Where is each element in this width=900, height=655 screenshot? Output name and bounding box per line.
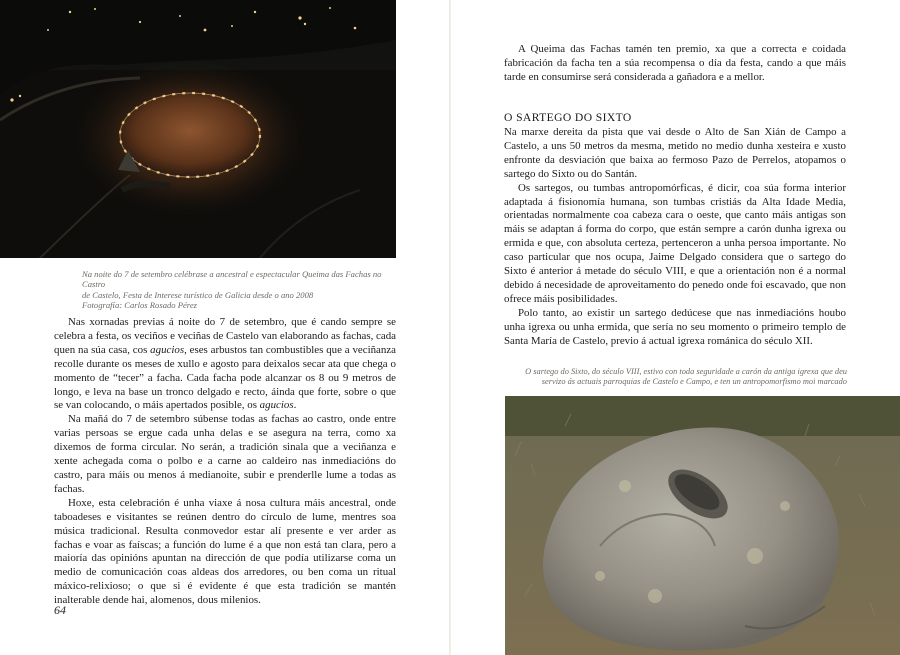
section-heading: O SARTEGO DO SIXTO [504,111,632,124]
body-paragraph: Na mañá do 7 de setembro súbense todas as fachas ao castro, onde entre varias persoas se ergue cada unha delas e se asegura na terra, como xa dixemos de forma circular. No serán, a tradición sinala que a veciñanza e xente achegada coma o polbo e a carne ao caldeiro nas inmediacións do castro, para máis ou menos á medianoite, subir e prenderlle lume a todas as fachas. [54,413,396,495]
left-page-body [54,316,396,608]
page-number: 64 [54,603,66,617]
body-paragraph: Polo tanto, ao existir un sartego dedúcese que nas inmediacións houbo unha igrexa ou unha ermida, que sería no seu momento o primeiro templo de Santa María de Castelo, previo á actual igrexa románica do século XII. [504,306,846,347]
body-paragraph: A Queima das Fachas tamén ten premio, xa que a correcta e coidada fabricación da facha ten a súa recompensa o día da festa, cando a que máis tarde en consumirse será considerada a gañadora e a mellor. [504,43,846,83]
night-fire-ring-illustration [0,0,396,258]
paragraph-text: . [293,399,297,412]
caption-line: servizo ás actuais parroquias de Castelo e Campo, e ten un antropomorfismo moi marcado [541,377,847,387]
body-paragraph: Hoxe, esta celebración é unha viaxe á nosa cultura máis ancestral, onde taboadeses e visitantes se reúnen dentro do círculo de lume, mentres soa música tradicional. Resulta conmovedor estar alí presente e ver arder as fachas e voar as faíscas; a función do lume é a que non está tan clara, pero a maioría das opinións apuntan na dirección de que podía utilizarse coma un medio de comunicación coas aldeas dos arredores, ou ben coma un ritual máxico-relixioso; o que si é evidente é que esta tradición se mantén inalterable dende hai, alomenos, dous milenios. [54,496,396,607]
paragraph-text: , eses arbustos tan combustibles que a veciñanza recolle durante os meses de xullo e agosto para deixalos secar ata que chega o momento de “tecer” a facha. Cada facha pode alcanzar os 8 ou 9 metros de longo, e leva na base un tronco delgado e recto, áinda que forte, sobre o que se van colocando, o máis apertados posible, os [54,343,397,412]
stone-photo-caption [505,367,847,388]
night-fire-ring-photo [0,0,396,258]
caption-line: Na noite do 7 de setembro celébrase a ancestral e espectacular Queima das Fachas no Castro [82,269,382,290]
paragraph-text: Nas xornadas previas á noite do 7 de setembro, que é cando sempre se celebra a festa, os veciños e veciñas de Castelo van elaborando as fachas, cada quen na súa casa, cos [54,316,396,356]
body-paragraph [54,316,396,413]
emphasis-term: agucios [150,343,185,356]
right-page-body [504,126,846,349]
caption-line: de Castelo, Festa de Interese turístico de Galicia desde o ano 2008 [82,289,314,300]
right-page-intro [504,43,846,85]
body-paragraph: Os sartegos, ou tumbas antropomórficas, é dicir, coa súa forma interior adaptada á fisionomía humana, son tumbas cristiás da Alta Idade Media, orientadas normalmente coa cabeza cara o oeste, que canto máis antigas son máis se adaptan á forma do corpo, que están sempre a carón dunha igrexa ou ermida e que, con absoluta certeza, pertenceron a unha persoa importante. No caso particular que nos ocupa, Jaime Delgado considera que o sartego do Sixto é anterior á metade do século VIII, e que a orientación non é a normal debido á necesidade de aproveitamento do penedo onde foi escavado, que non ofrece máis posibilidades. [504,181,846,305]
night-photo-caption [82,269,382,311]
caption-line: O sartego do Sixto, do século VIII, estivo con toda seguridade a carón da antiga igrexa que deu [525,367,847,376]
photo-credit: Fotografía: Carlos Rosado Pérez [82,300,197,311]
emphasis-term: agucios [259,399,294,412]
book-gutter [449,0,451,655]
body-paragraph: Na marxe dereita da pista que vai desde o Alto de San Xián de Campo a Castelo, a uns 50 metros da mesma, metido no medio dunha xesteira e xusto enfronte da desviación que baixa ao fermoso Pazo de Perrelos, atopamos o sartego do Sixto ou do Santán. [504,126,846,180]
sarcophagus-stone-photo [505,396,900,655]
sarcophagus-stone-illustration [505,396,900,655]
